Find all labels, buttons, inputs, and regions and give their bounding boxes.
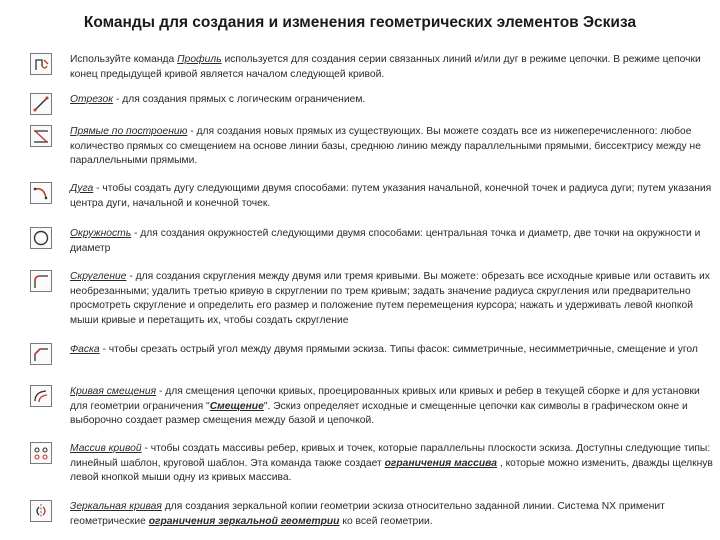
command-name: Массив кривой: [70, 443, 142, 454]
command-description: [70, 53, 716, 82]
command-name: Кривая смещения: [70, 386, 157, 397]
command-description: [70, 500, 716, 529]
desc-text: - чтобы срезать острый угол между двумя прямыми эскиза. Типы фасок: симметричные, несимметричные, смещение и угол: [99, 344, 698, 355]
mirror-curve-icon[interactable]: [30, 500, 52, 522]
profile-icon[interactable]: [30, 53, 52, 75]
desc-text: - для создания скругления между двумя или тремя кривыми. Вы можете: обрезать все исходные кривые или оставить их необрезанными; удалить третью кривую в скруглении по трем кривым; задать значение радиуса скругления или предварительно просмотреть скругление и определить его размер и положение путем перемещения курсора; нажать и удерживать левой кнопкой мыши кривые и перетащить их, чтобы создать скругление: [70, 271, 710, 326]
command-description: [70, 125, 716, 169]
command-description: [70, 227, 716, 256]
constraint-term: Смещение: [209, 400, 264, 412]
constraint-term: ограничения зеркальной геометрии: [148, 515, 340, 527]
circle-icon[interactable]: [30, 227, 52, 249]
command-description: [70, 385, 716, 429]
desc-text: - для создания окружностей следующими двумя способами: центральная точка и диаметр, две точки на окружности и диаметр: [70, 228, 701, 254]
command-description: [70, 270, 716, 328]
command-name: Скругление: [70, 271, 127, 282]
desc-text: используется для создания серии связанных линий и/или дуг в режиме цепочки. В режиме цепочки конец предыдущей кривой является началом следующей кривой.: [70, 54, 701, 80]
command-description: [70, 442, 716, 486]
desc-text: для создания зеркальной копии геометрии эскиза относительно заданной линии. Система NX применит геометрические: [70, 501, 665, 527]
desc-text: - для смещения цепочки кривых, проецированных кривых или кривых и ребер в текущей сборке и для установки для геометрии ограничения ": [70, 386, 700, 412]
command-description: [70, 182, 716, 211]
offset-curve-icon[interactable]: [30, 385, 52, 407]
constraint-term: ограничения массива: [384, 457, 497, 469]
command-name: Прямые по построению: [70, 126, 188, 137]
chamfer-icon[interactable]: [30, 343, 52, 365]
command-name: Отрезок: [70, 94, 114, 105]
derived-lines-icon[interactable]: [30, 125, 52, 147]
pattern-curve-icon[interactable]: [30, 442, 52, 464]
desc-text-continued: ко всей геометрии.: [339, 515, 433, 527]
command-description: [70, 93, 716, 108]
desc-text: - чтобы создать массивы ребер, кривых и точек, которые параллельны плоскости эскиза. Доступны следующие типы: линейный шаблон, круговой шаблон. Эта команда также создает: [70, 443, 711, 469]
command-description: [70, 343, 716, 358]
command-name: Зеркальная кривая: [70, 501, 162, 512]
command-name: Фаска: [70, 344, 100, 355]
desc-text-continued: , которые можно изменить, дважды щелкнув левой кнопкой мыши одну из кривых массива.: [70, 457, 713, 484]
desc-text-continued: ". Эскиз определяет исходные и смещенные цепочки как символы в графическом окне и выборочно создает размер смещения между базой и цепочкой.: [70, 400, 688, 427]
desc-prefix: Используйте команда: [70, 54, 178, 65]
fillet-icon[interactable]: [30, 270, 52, 292]
command-name: Профиль: [177, 54, 222, 65]
command-name: Дуга: [70, 183, 94, 194]
desc-text: - чтобы создать дугу следующими двумя способами: путем указания начальной, конечной точек и радиуса дуги; путем указания центра дуги, начальной и конечной точек.: [70, 183, 712, 209]
desc-text: - для создания прямых с логическим ограничением.: [113, 94, 366, 105]
command-name: Окружность: [70, 228, 132, 239]
line-icon[interactable]: [30, 93, 52, 115]
desc-text: - для создания новых прямых из существующих. Вы можете создать все из нижеперечисленного: любое количество прямых со смещением на основе линии базы, среднюю линию между параллельными прямыми, биссектрису между не параллельными прямыми.: [70, 126, 701, 167]
arc-icon[interactable]: [30, 182, 52, 204]
page-title: Команды для создания и изменения геометрических элементов Эскиза: [83, 14, 637, 31]
